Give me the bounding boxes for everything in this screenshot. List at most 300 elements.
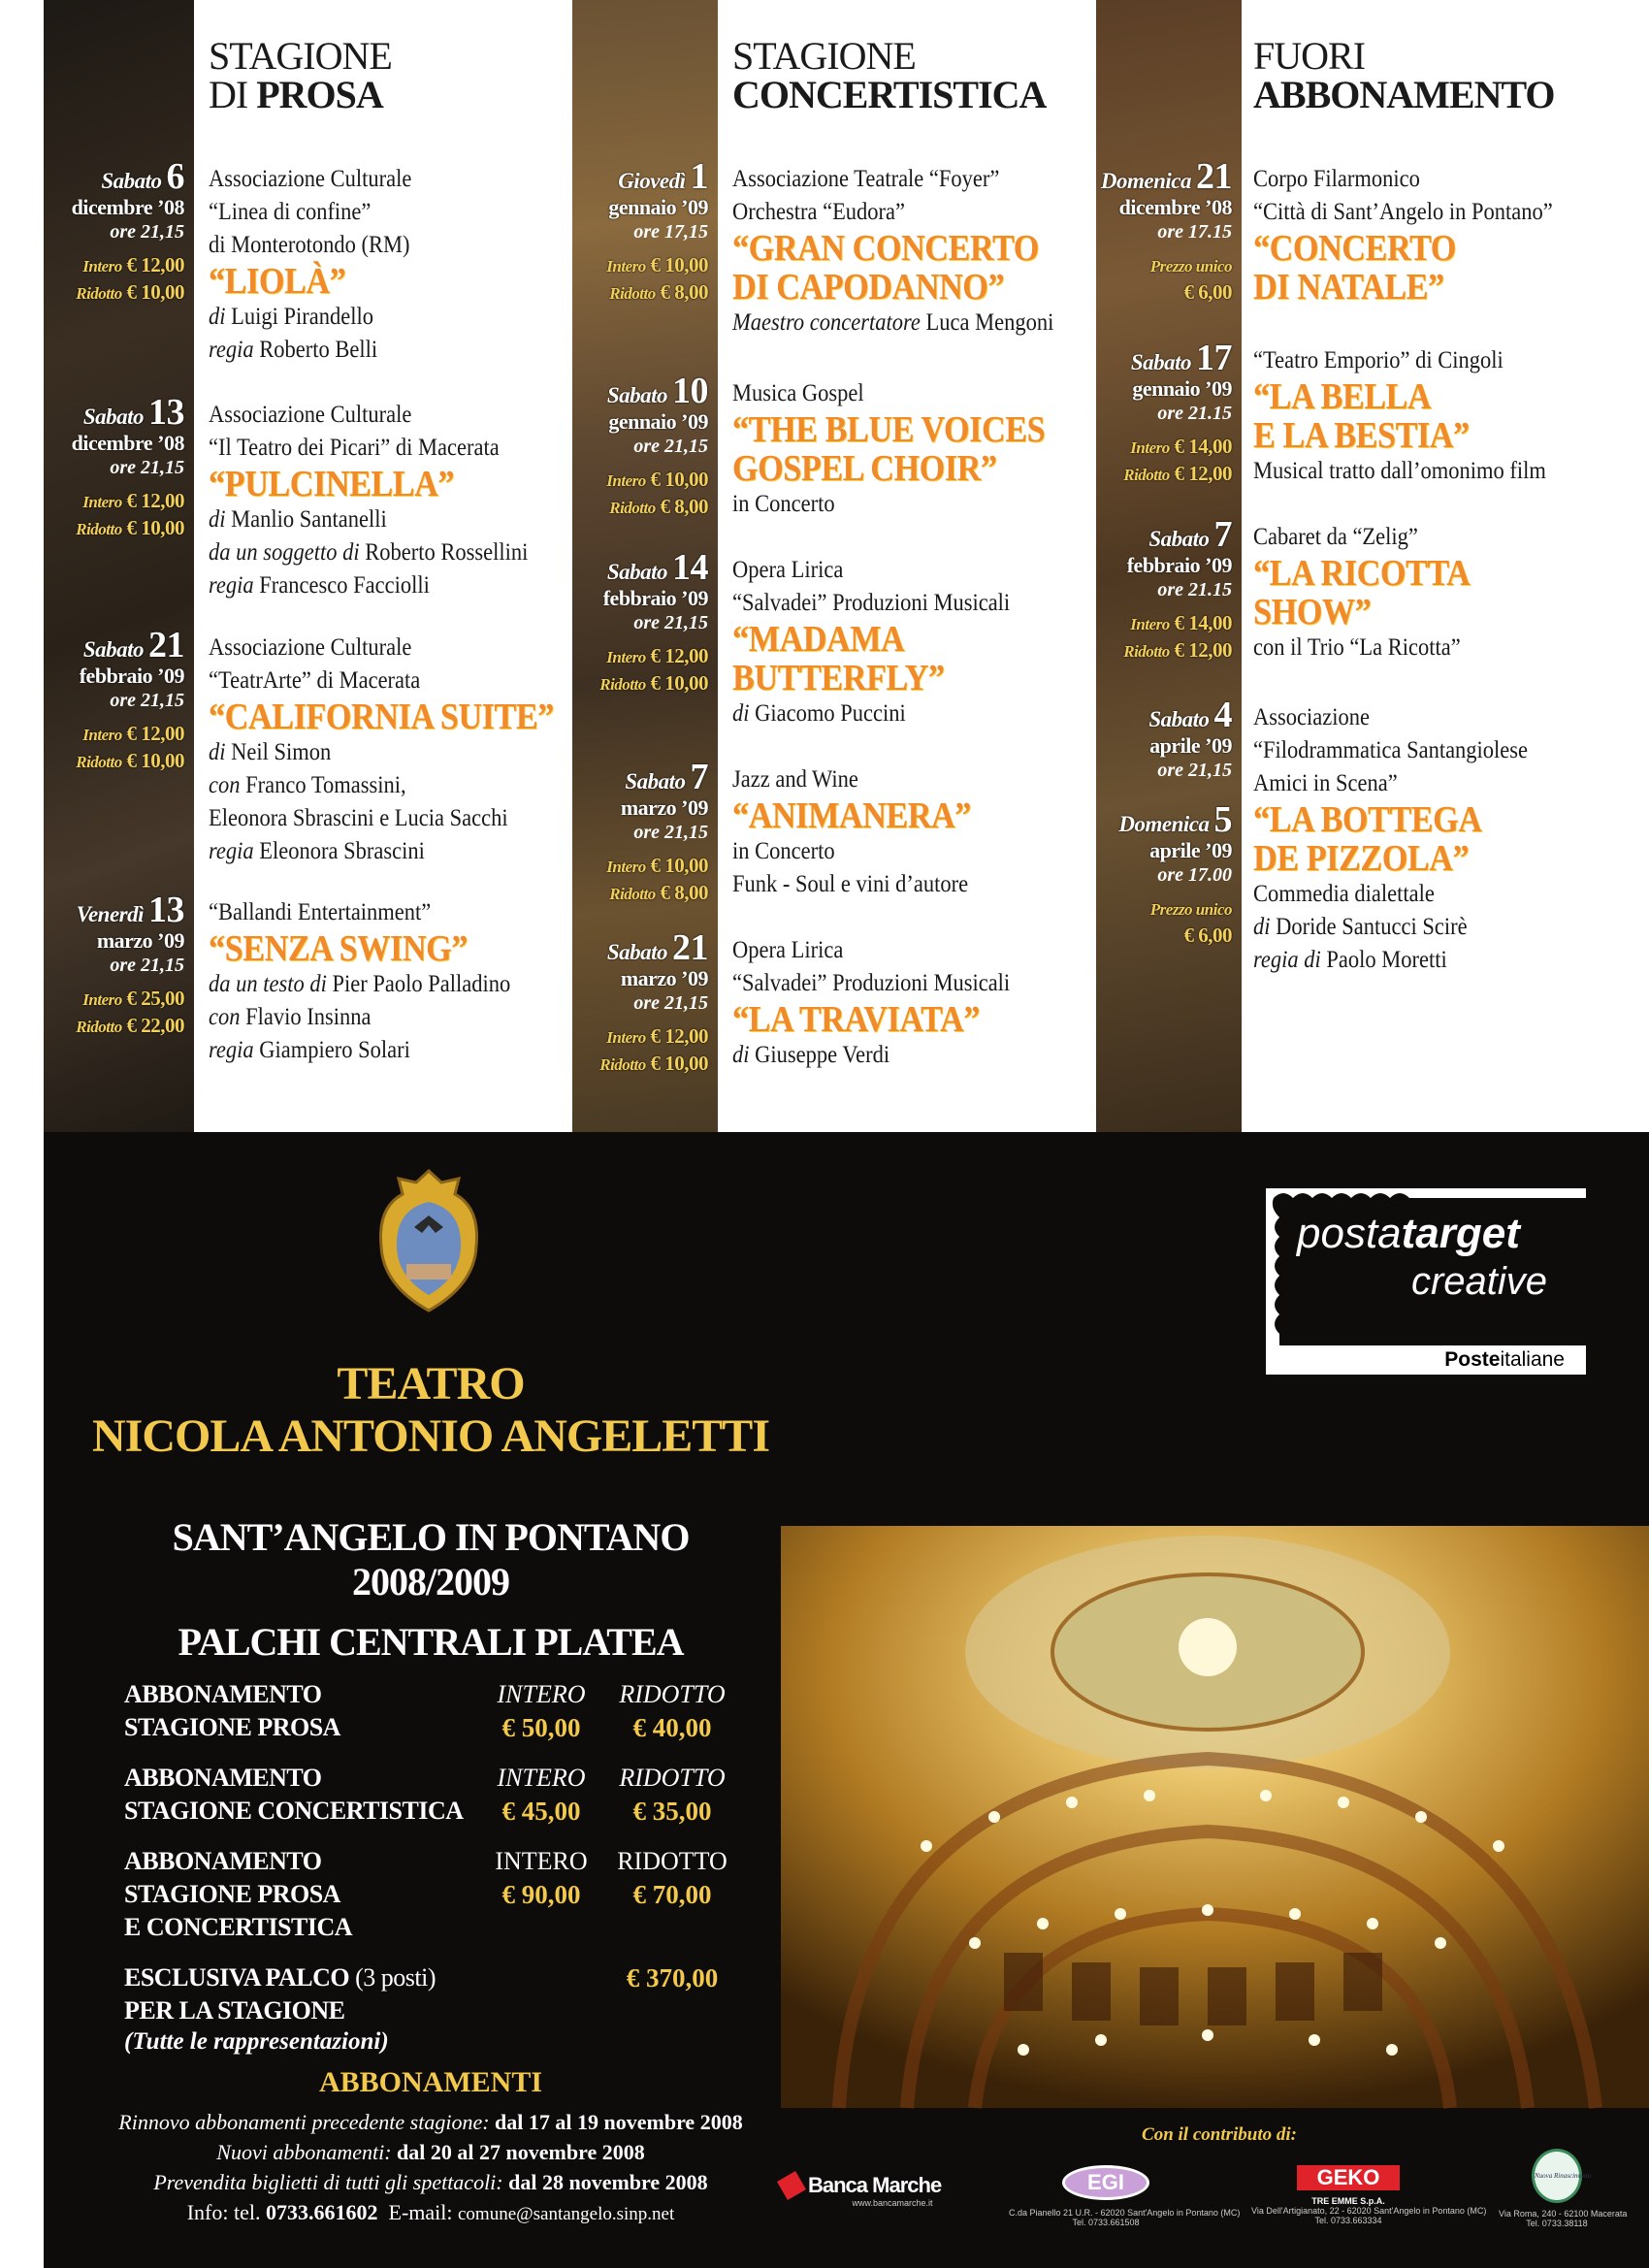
event-weekday: Sabato [606, 560, 667, 584]
price-value: € 12,00 [1174, 462, 1232, 485]
column-heading-line1: STAGIONE [732, 34, 916, 78]
event-info-line [732, 488, 1045, 521]
event-title: “LIOLÀ” [209, 261, 346, 302]
event-info-line [209, 399, 528, 432]
event-weekday: Sabato [101, 169, 162, 193]
info-text: in Concerto [732, 838, 835, 864]
ticket-price [572, 1023, 708, 1051]
info-prefix: di [732, 700, 750, 727]
subscription-date-line [216, 2137, 644, 2167]
event-date [572, 547, 708, 635]
event-info-line [209, 163, 411, 196]
sponsor-egi: EGI C.da Pianello 21 U.R. - 62020 Sant'Angelo in Pontano (MC) Tel. 0733.661508 [1009, 2165, 1203, 2227]
ticket-price [1096, 279, 1232, 305]
info-text: Associazione Culturale [209, 634, 412, 661]
price-label: Ridotto [609, 284, 656, 303]
exclusive-title: ESCLUSIVA PALCO [124, 1963, 350, 1992]
ticket-price [44, 1013, 184, 1040]
ticket-price [572, 853, 708, 880]
info-text: Funk - Soul e vini d’autore [732, 871, 969, 897]
event-details [1253, 521, 1470, 664]
event-info-line [209, 536, 528, 569]
exclusive-price: € 370,00 [626, 1963, 719, 1993]
event-info-line [209, 432, 528, 465]
event-info-line [732, 377, 1045, 410]
info-text: di Monterotondo (RM) [209, 232, 410, 258]
intero-price: € 45,00 [501, 1797, 581, 1826]
event-info-line [1253, 701, 1528, 734]
event-info-line [732, 554, 1010, 587]
event-info-line [209, 301, 411, 334]
subscription-label: STAGIONE PROSA [124, 1880, 340, 1908]
event-details [1253, 701, 1528, 977]
price-label: Prezzo unico [1149, 900, 1232, 919]
event-day-line [572, 156, 708, 197]
ticket-price [572, 880, 708, 907]
event-date [44, 156, 184, 244]
event-details [209, 632, 554, 868]
event-date [44, 892, 184, 978]
event-date-block [1096, 340, 1232, 488]
event-date [1096, 156, 1232, 244]
spacer [1096, 602, 1232, 610]
event-date-block [572, 373, 708, 521]
price-value: € 12,00 [126, 489, 184, 512]
info-text: Luigi Pirandello [231, 304, 373, 330]
event-day-number: 1 [690, 156, 708, 197]
event-date [572, 757, 708, 845]
event-info-line [732, 835, 971, 868]
event-time: ore 21,15 [633, 612, 708, 633]
phone-label: Info: tel. [186, 2200, 266, 2224]
exclusive-season: PER LA STAGIONE [124, 1996, 345, 2025]
event-day-line [1096, 338, 1232, 378]
info-text: Musica Gospel [732, 380, 864, 406]
info-text: Franco Tomassini, [245, 772, 406, 798]
subscription-date-line [118, 2107, 742, 2137]
info-text: Francesco Facciolli [259, 572, 430, 599]
ticket-price [44, 279, 184, 307]
ticket-price [1096, 434, 1232, 461]
price-value: € 10,00 [126, 749, 184, 772]
target-text: target [1401, 1210, 1520, 1257]
event-day-number: 7 [690, 757, 708, 797]
price-label: Intero [606, 1028, 646, 1047]
spacer [572, 244, 708, 252]
ticket-price [44, 252, 184, 279]
event-details [1253, 163, 1553, 307]
event-weekday: Sabato [1130, 350, 1191, 374]
price-value: € 8,00 [660, 881, 708, 904]
season-years: 2008/2009 [351, 1560, 510, 1604]
info-text: Doride Santucci Scirè [1276, 914, 1468, 940]
info-text: “Salvadei” Produzioni Musicali [732, 590, 1011, 616]
event-info-line [209, 736, 554, 769]
event-info-line [732, 587, 1010, 620]
subscription-label: ABBONAMENTO [124, 1847, 322, 1875]
info-text: Giuseppe Verdi [755, 1042, 890, 1068]
price-label: Ridotto [599, 675, 646, 694]
info-text: Cabaret da “Zelig” [1253, 524, 1418, 550]
event-title: “LA TRAVIATA” [732, 999, 980, 1040]
contact-line [187, 2197, 675, 2229]
event-month: aprile ’09 [1149, 733, 1232, 758]
info-prefix: regia [209, 838, 254, 864]
info-text: Associazione Culturale [209, 402, 412, 428]
subscription-row [124, 1762, 745, 1828]
date-label: Prevendita biglietti di tutti gli spettacoli: [153, 2170, 509, 2194]
event-day-number: 13 [148, 392, 184, 433]
theatre-name-line2: NICOLA ANTONIO ANGELETTI [92, 1410, 769, 1462]
event-date-block [1096, 697, 1232, 948]
event-details [732, 934, 1010, 1072]
event-title: “LA BOTTEGA [1253, 799, 1482, 840]
event-month: febbraio ’09 [79, 664, 184, 688]
ticket-price [572, 494, 708, 521]
info-text: Pier Paolo Palladino [332, 971, 511, 997]
event-info-line [1253, 632, 1470, 664]
price-label: Ridotto [1123, 466, 1170, 484]
ticket-price [572, 279, 708, 307]
spacer [1096, 244, 1232, 252]
event-info-line [209, 334, 411, 367]
event-date-block [44, 892, 184, 1040]
info-text: “TeatrArte” di Macerata [209, 667, 421, 694]
spacer [44, 713, 184, 721]
event-time: ore 21.15 [1157, 403, 1232, 424]
event-title: DI CAPODANNO” [732, 267, 1005, 308]
price-value: € 6,00 [1183, 280, 1232, 304]
ticket-price [572, 1051, 708, 1078]
ticket-price [44, 721, 184, 748]
price-label: Intero [606, 648, 646, 666]
theatre-interior-photo [781, 1526, 1649, 2108]
price-label: Intero [82, 493, 122, 511]
email-address: comune@santangelo.sinp.net [457, 2204, 675, 2224]
info-text: Amici in Scena” [1253, 770, 1398, 796]
info-text: Jazz and Wine [732, 766, 858, 793]
spacer [44, 244, 184, 252]
event-date [44, 392, 184, 480]
info-prefix: da un testo di [209, 971, 327, 997]
town-name: SANT’ANGELO IN PONTANO [172, 1515, 690, 1559]
event-time: ore 21,15 [1157, 760, 1232, 781]
event-details [732, 377, 1045, 521]
column-heading-bold: CONCERTISTICA [732, 73, 1047, 116]
subscription-price-table [124, 1678, 745, 2074]
ticket-price [1096, 895, 1232, 923]
price-value: € 10,00 [650, 253, 708, 276]
price-label: Intero [82, 726, 122, 744]
ticket-price [1096, 252, 1232, 279]
date-label: Nuovi abbonamenti: [216, 2140, 398, 2164]
event-details [732, 763, 971, 901]
event-day-number: 21 [1196, 156, 1232, 197]
event-title: “PULCINELLA” [209, 464, 455, 504]
ticket-price [44, 986, 184, 1013]
info-text: Giacomo Puccini [755, 700, 906, 727]
event-day-line [44, 156, 184, 197]
event-date [1096, 799, 1232, 888]
event-info-line [209, 1001, 510, 1034]
price-label: Ridotto [76, 520, 122, 538]
event-weekday: Sabato [1148, 527, 1210, 551]
event-title: GOSPEL CHOIR” [732, 448, 997, 489]
date-range: dal 28 novembre 2008 [508, 2170, 708, 2194]
price-value: € 8,00 [660, 280, 708, 304]
ridotto-header: RIDOTTO [619, 1680, 726, 1708]
info-text: Manlio Santanelli [231, 506, 387, 533]
event-time: ore 17,15 [633, 221, 708, 243]
event-time: ore 21,15 [633, 822, 708, 843]
ticket-price [1096, 610, 1232, 637]
event-month: gennaio ’09 [608, 195, 708, 219]
section-title: PALCHI CENTRALI PLATEA [178, 1620, 684, 1664]
event-info-line [732, 307, 1053, 340]
ticket-price [44, 748, 184, 775]
info-text: Corpo Filarmonico [1253, 166, 1420, 192]
event-weekday: Giovedì [618, 169, 686, 193]
banca-marche-logo-icon [777, 2171, 806, 2200]
column-heading-line1: STAGIONE [209, 34, 392, 78]
event-title: “THE BLUE VOICES [732, 409, 1046, 450]
spacer [572, 845, 708, 853]
column-heading-prefix: DI [209, 73, 257, 116]
abbonamenti-title: ABBONAMENTI [318, 2066, 543, 2098]
event-day-number: 21 [148, 625, 184, 665]
column-heading-line2 [732, 73, 1047, 116]
info-text: Associazione [1253, 704, 1370, 730]
ticket-price [572, 467, 708, 494]
info-prefix: da un soggetto di [209, 539, 360, 566]
info-text: in Concerto [732, 491, 835, 517]
event-month: febbraio ’09 [602, 586, 708, 610]
price-label: Intero [1130, 438, 1170, 457]
event-info-line [209, 632, 554, 664]
event-time: ore 21,15 [110, 457, 184, 478]
info-text: Eleonora Sbrascini e Lucia Sacchi [209, 805, 508, 831]
event-title: SHOW” [1253, 592, 1372, 632]
event-date [572, 927, 708, 1016]
event-title: DI NATALE” [1253, 267, 1444, 308]
event-info-line [209, 229, 411, 262]
price-value: € 10,00 [650, 671, 708, 695]
event-details [732, 163, 1053, 340]
spacer [1096, 426, 1232, 434]
info-text: “Ballandi Entertainment” [209, 899, 432, 925]
event-time: ore 21.15 [1157, 579, 1232, 600]
event-day-line [572, 927, 708, 968]
event-day-number: 4 [1213, 695, 1232, 735]
info-prefix: di [732, 1042, 750, 1068]
info-prefix: regia [209, 337, 254, 363]
event-day-number: 7 [1213, 514, 1232, 555]
info-text: Associazione Teatrale “Foyer” [732, 166, 1000, 192]
price-value: € 8,00 [660, 495, 708, 518]
column-heading [209, 34, 392, 116]
event-info-line [732, 934, 1010, 967]
date-range: dal 17 al 19 novembre 2008 [495, 2110, 743, 2134]
sponsor-banca-marche: Banca Marche www.bancamarche.it [781, 2173, 965, 2208]
theatre-name-line1: TEATRO [337, 1358, 525, 1409]
price-value: € 22,00 [126, 1014, 184, 1037]
price-value: € 25,00 [126, 987, 184, 1010]
event-info-line [732, 868, 971, 901]
price-label: Intero [82, 257, 122, 275]
event-weekday: Sabato [1148, 707, 1210, 731]
event-date-block [572, 156, 708, 307]
event-date [44, 625, 184, 713]
subscription-row [124, 1678, 745, 1744]
price-value: € 12,00 [650, 1024, 708, 1048]
event-info-line [209, 769, 554, 802]
poste-text: Poste [1444, 1348, 1501, 1371]
event-time: ore 21,15 [110, 221, 184, 243]
intero-header: INTERO [497, 1680, 586, 1708]
info-text: “Città di Sant’Angelo in Pontano” [1253, 199, 1553, 225]
event-title: “ANIMANERA” [732, 795, 971, 836]
event-date-block [1096, 514, 1232, 664]
event-date-block [44, 392, 184, 542]
date-range: dal 20 al 27 novembre 2008 [397, 2140, 645, 2164]
event-weekday: Venerdì [76, 902, 144, 926]
event-day-number: 21 [672, 927, 708, 968]
event-info-line [209, 1034, 510, 1067]
intero-header: INTERO [497, 1764, 586, 1792]
event-month: dicembre ’08 [71, 195, 184, 219]
subscription-date-line [153, 2167, 707, 2197]
subscription-label: ABBONAMENTO [124, 1764, 322, 1792]
event-day-line [572, 757, 708, 797]
column-heading [732, 34, 1047, 116]
event-day-number: 14 [672, 547, 708, 588]
subscription-label: ABBONAMENTO [124, 1680, 322, 1708]
ticket-price [572, 643, 708, 670]
info-text: “Filodrammatica Santangiolese [1253, 737, 1529, 763]
event-info-line [1253, 911, 1528, 944]
ticket-price [1096, 637, 1232, 664]
postatarget-logo [1266, 1188, 1586, 1375]
spacer [44, 480, 184, 488]
event-weekday: Sabato [606, 940, 667, 964]
event-day-line [44, 625, 184, 665]
event-day-number: 17 [1196, 338, 1232, 378]
event-title: “CALIFORNIA SUITE” [209, 697, 554, 737]
intero-price: € 50,00 [501, 1713, 581, 1742]
event-info-line [1253, 521, 1470, 554]
ridotto-header: RIDOTTO [617, 1847, 728, 1875]
posta-text: posta [1297, 1210, 1402, 1257]
exclusive-seats: (3 posti) [349, 1963, 436, 1992]
price-label: Intero [82, 990, 122, 1009]
event-info-line [209, 802, 554, 835]
event-weekday: Sabato [625, 769, 686, 794]
email-label: E-mail: [377, 2200, 458, 2224]
event-month: dicembre ’08 [1118, 195, 1232, 219]
info-prefix: di [209, 506, 226, 533]
price-label: Ridotto [76, 284, 122, 303]
event-weekday: Sabato [606, 383, 667, 407]
ticket-price [1096, 461, 1232, 488]
ticket-price [44, 488, 184, 515]
event-date-block [572, 927, 708, 1078]
event-weekday: Sabato [82, 405, 144, 429]
column-heading-bold: PROSA [256, 73, 383, 116]
ticket-price [572, 252, 708, 279]
event-month: gennaio ’09 [1132, 376, 1232, 401]
event-info-line [1253, 163, 1553, 196]
event-day-number: 6 [166, 156, 184, 197]
price-label: Prezzo unico [1149, 257, 1232, 275]
event-info-line [209, 569, 528, 602]
event-title: E LA BESTIA” [1253, 415, 1470, 456]
info-text: Roberto Rossellini [365, 539, 529, 566]
event-info-line [1253, 455, 1546, 488]
price-value: € 14,00 [1174, 611, 1232, 634]
price-label: Ridotto [1123, 642, 1170, 661]
coat-of-arms-icon [373, 1169, 485, 1314]
info-prefix: regia [209, 572, 254, 599]
event-info-line [1253, 344, 1546, 377]
price-value: € 12,00 [126, 253, 184, 276]
price-label: Intero [1130, 615, 1170, 633]
column-heading [1253, 34, 1555, 116]
spacer [1096, 888, 1232, 895]
event-month: marzo ’09 [96, 928, 184, 953]
price-value: € 10,00 [650, 468, 708, 491]
sponsor-geko: GEKO TRE EMME S.p.A. Via Dell'Artigianato, 22 - 62020 Sant'Angelo in Pontano (MC) Tel. 0733.663334 [1251, 2165, 1487, 2225]
exclusive-note: (Tutte le rappresentazioni) [124, 2028, 389, 2055]
event-month: gennaio ’09 [608, 409, 708, 434]
event-day-line [1096, 799, 1232, 840]
event-date-block [572, 547, 708, 697]
info-text: Opera Lirica [732, 557, 844, 583]
column-heading-line1: FUORI [1253, 34, 1366, 78]
info-prefix: di [209, 739, 226, 765]
info-text: Opera Lirica [732, 937, 844, 963]
event-month: dicembre ’08 [71, 431, 184, 455]
event-title: “GRAN CONCERTO [732, 228, 1039, 269]
info-prefix: regia [209, 1037, 254, 1063]
info-text: “Il Teatro dei Picari” di Macerata [209, 435, 500, 461]
event-info-line [209, 503, 528, 536]
event-info-line [1253, 944, 1528, 977]
info-text: Giampiero Solari [259, 1037, 410, 1063]
event-weekday: Domenica [1100, 169, 1191, 193]
price-value: € 12,00 [1174, 638, 1232, 662]
event-info-line [732, 967, 1010, 1000]
info-text: Eleonora Sbrascini [259, 838, 425, 864]
info-text: Luca Mengoni [925, 309, 1054, 336]
event-time: ore 21,15 [633, 436, 708, 457]
event-time: ore 21,15 [633, 992, 708, 1014]
sponsor-label: Con il contributo di: [1142, 2124, 1297, 2145]
ridotto-price: € 35,00 [632, 1797, 712, 1826]
subscription-label: STAGIONE CONCERTISTICA [124, 1797, 464, 1825]
info-text: Associazione Culturale [209, 166, 412, 192]
event-time: ore 21,15 [110, 690, 184, 711]
info-text: Flavio Insinna [245, 1004, 372, 1030]
info-prefix: di [209, 304, 226, 330]
italiane-text: italiane [1500, 1348, 1565, 1371]
event-info-line [209, 835, 554, 868]
event-info-line [209, 968, 510, 1001]
event-title: “CONCERTO [1253, 228, 1456, 269]
info-prefix: regia di [1253, 947, 1321, 973]
event-date-block [44, 156, 184, 307]
event-info-line [1253, 767, 1528, 800]
column-heading-line2 [1253, 73, 1555, 116]
